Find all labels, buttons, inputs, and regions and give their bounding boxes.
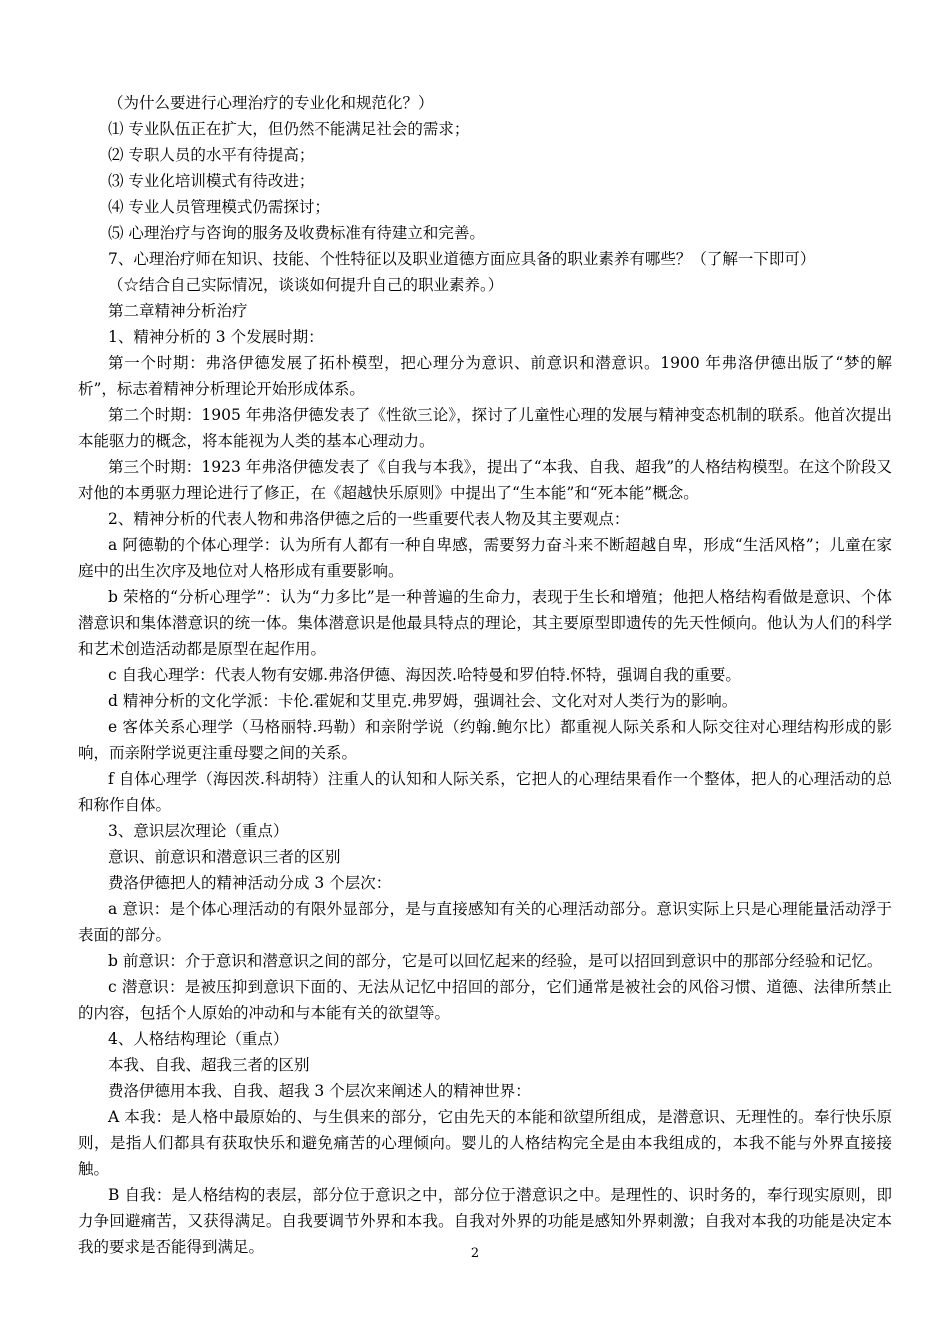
paragraph: （☆结合自己实际情况，谈谈如何提升自己的职业素养。） — [108, 276, 504, 294]
paragraph: 1、精神分析的 3 个发展时期： — [108, 328, 324, 346]
document-body — [78, 90, 892, 1260]
paragraph: 第二章精神分析治疗 — [108, 302, 248, 320]
paragraph: 费洛伊德用本我、自我、超我 3 个层次来阐述人的精神世界： — [108, 1082, 531, 1100]
paragraph: a 意识：是个体心理活动的有限外显部分，是与直接感知有关的心理活动部分。意识实际上只是心理能量活动浮于表面的部分。 — [78, 900, 892, 944]
paragraph: 费洛伊德把人的精神活动分成 3 个层次： — [108, 874, 392, 892]
paragraph: （为什么要进行心理治疗的专业化和规范化？） — [108, 94, 434, 112]
paragraph: 3、意识层次理论（重点） — [108, 822, 289, 840]
paragraph: f 自体心理学（海因茨.科胡特）注重人的认知和人际关系，它把人的心理结果看作一个整体，把人的心理活动的总和称作自体。 — [78, 770, 892, 814]
page-number: 2 — [470, 1246, 480, 1261]
paragraph: B 自我：是人格结构的表层，部分位于意识之中，部分位于潜意识之中。是理性的、识时务的，奉行现实原则，即力争回避痛苦，又获得满足。自我要调节外界和本我。自我对外界的功能是感知外界刺激；自我对本我的功能是决定本我的要求是否能得到满足。 — [78, 1186, 892, 1256]
paragraph: 本我、自我、超我三者的区别 — [108, 1056, 310, 1074]
paragraph: b 前意识：介于意识和潜意识之间的部分，它是可以回忆起来的经验，是可以招回到意识中的那部分经验和记忆。 — [108, 952, 883, 970]
paragraph: ⑴ 专业队伍正在扩大，但仍然不能满足社会的需求； — [108, 120, 470, 138]
paragraph: 4、人格结构理论（重点） — [108, 1030, 289, 1048]
paragraph: A 本我：是人格中最原始的、与生俱来的部分，它由先天的本能和欲望所组成，是潜意识、无理性的。奉行快乐原则，是指人们都具有获取快乐和避免痛苦的心理倾向。婴儿的人格结构完全是由本我组成的，本我不能与外界直接接触。 — [78, 1108, 892, 1178]
paragraph: ⑶ 专业化培训模式有待改进； — [108, 172, 315, 190]
paragraph: a 阿德勒的个体心理学：认为所有人都有一种自卑感，需要努力奋斗来不断超越自卑，形成“生活风格”；儿童在家庭中的出生次序及地位对人格形成有重要影响。 — [78, 536, 892, 580]
paragraph: 2、精神分析的代表人物和弗洛伊德之后的一些重要代表人物及其主要观点： — [108, 510, 630, 528]
paragraph: 第一个时期：弗洛伊德发展了拓朴模型，把心理分为意识、前意识和潜意识。1900 年弗洛伊德出版了“梦的解析”，标志着精神分析理论开始形成体系。 — [78, 354, 892, 398]
paragraph: 7、心理治疗师在知识、技能、个性特征以及职业道德方面应具备的职业素养有哪些？（了解一下即可） — [108, 250, 816, 268]
paragraph: 第二个时期：1905 年弗洛伊德发表了《性欲三论》，探讨了儿童性心理的发展与精神变态机制的联系。他首次提出本能驱力的概念，将本能视为人类的基本心理动力。 — [78, 406, 892, 450]
paragraph: b 荣格的“分析心理学”：认为“力多比”是一种普遍的生命力，表现于生长和增殖；他把人格结构看做是意识、个体潜意识和集体潜意识的统一体。集体潜意识是他最具特点的理论，其主要原型即遗传的先天性倾向。他认为人们的科学和艺术创造活动都是原型在起作用。 — [78, 588, 892, 658]
paragraph: ⑵ 专职人员的水平有待提高； — [108, 146, 315, 164]
paragraph: c 潜意识：是被压抑到意识下面的、无法从记忆中招回的部分，它们通常是被社会的风俗习惯、道德、法律所禁止的内容，包括个人原始的冲动和与本能有关的欲望等。 — [78, 978, 892, 1022]
paragraph: e 客体关系心理学（马格丽特.玛勒）和亲附学说（约翰.鲍尔比）都重视人际关系和人际交往对心理结构形成的影响，而亲附学说更注重母婴之间的关系。 — [78, 718, 892, 762]
paragraph: 意识、前意识和潜意识三者的区别 — [108, 848, 341, 866]
paragraph: d 精神分析的文化学派：卡伦.霍妮和艾里克.弗罗姆，强调社会、文化对对人类行为的影响。 — [108, 692, 738, 710]
paragraph: ⑸ 心理治疗与咨询的服务及收费标准有待建立和完善。 — [108, 224, 485, 242]
paragraph: c 自我心理学：代表人物有安娜.弗洛伊德、海因茨.哈特曼和罗伯特.怀特，强调自我的重要。 — [108, 666, 741, 684]
paragraph: 第三个时期：1923 年弗洛伊德发表了《自我与本我》，提出了“本我、自我、超我”的人格结构模型。在这个阶段又对他的本勇驱力理论进行了修正，在《超越快乐原则》中提出了“生本能”和“死本能”概念。 — [78, 458, 892, 502]
paragraph: ⑷ 专业人员管理模式仍需探讨； — [108, 198, 330, 216]
